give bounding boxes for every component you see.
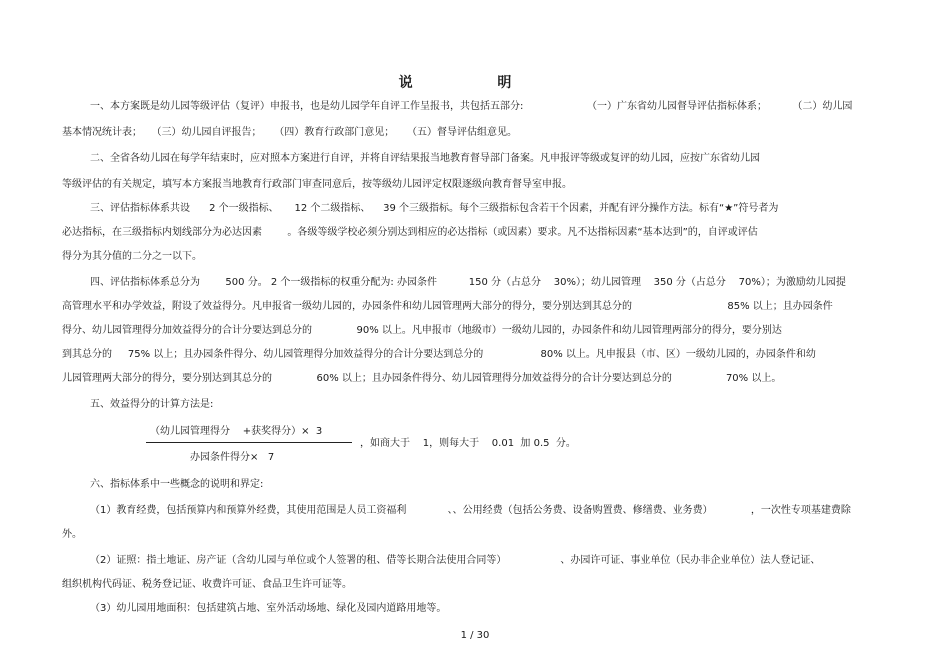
paragraph-line: 得分、幼儿园管理得分加效益得分的合计分要达到总分的 90% 以上。凡申报市（地级市）一级幼儿园的，办园条件和幼儿园管理两部分的得分，要分别达	[62, 325, 782, 336]
paragraph-line: （1）教育经费，包括预算内和预算外经费，其使用范围是人员工资福利 、、公用经费（包括公务费、设备购置费、修缮费、业务费） ，一次性专项基建费除	[90, 505, 851, 516]
document-title: 说 明	[398, 75, 552, 91]
paragraph-line: 儿园管理两大部分的得分，要分别达到其总分的 60% 以上；且办园条件得分、幼儿园管理得分加效益得分的合计分要达到总分的 70% 以上。	[62, 373, 782, 384]
fraction-bar	[146, 442, 352, 443]
paragraph-line: 六、指标体系中一些概念的说明和界定:	[90, 479, 264, 490]
paragraph-line: 到其总分的 75% 以上；且办园条件得分、幼儿园管理得分加效益得分的合计分要达到总分的 80% 以上。凡申报县（市、区）一级幼儿园的，办园条件和幼	[62, 349, 816, 360]
paragraph-line: 二、全省各幼儿园在每学年结束时，应对照本方案进行自评，并将自评结果报当地教育督导部门备案。凡申报评等级或复评的幼儿园，应按广东省幼儿园	[90, 153, 760, 164]
paragraph-line: 五、效益得分的计算方法是:	[90, 399, 214, 410]
paragraph-line: 组织机构代码证、税务登记证、收费许可证、食品卫生许可证等。	[62, 579, 352, 590]
page-indicator: 1 / 30	[460, 630, 490, 641]
formula-tail: ，如商大于 1，则每大于 0.01 加 0.5 分。	[360, 438, 576, 449]
paragraph-line: 高管理水平和办学效益，附设了效益得分。凡申报省一级幼儿园的，办园条件和幼儿园管理两大部分的得分，要分别达到其总分的 85% 以上；且办园条件	[62, 301, 833, 312]
paragraph-line: 基本情况统计表； （三）幼儿园自评报告； （四）教育行政部门意见； （五）督导评估组意见。	[62, 127, 517, 138]
paragraph-line: （2）证照：指土地证、房产证（含幼儿园与单位或个人签署的租、借等长期合法使用合同等） 、办园许可证、事业单位（民办非企业单位）法人登记证、	[90, 555, 821, 566]
paragraph-line: 得分为其分值的二分之一以下。	[62, 251, 202, 262]
paragraph-line: 一、本方案既是幼儿园等级评估（复评）申报书，也是幼儿园学年自评工作呈报书，共包括五部分: （一）广东省幼儿园督导评估指标体系； （二）幼儿园	[90, 101, 853, 112]
paragraph-line: 四、评估指标体系总分为 500 分。 2 个一级指标的权重分配为: 办园条件 150 分（占总分 30%）；幼儿园管理 350 分（占总分 70%）；为激励幼儿园提	[90, 277, 846, 288]
paragraph-line: 外。	[62, 529, 82, 540]
paragraph-line: （3）幼儿园用地面积：包括建筑占地、室外活动场地、绿化及园内道路用地等。	[90, 603, 447, 614]
paragraph-line: 必达指标，在三级指标内划线部分为必达因素 。各级等级学校必须分别达到相应的必达指标（或因素）要求。凡不达指标因素“基本达到”的，自评或评估	[62, 227, 758, 238]
formula-denominator: 办园条件得分× 7	[190, 452, 275, 463]
paragraph-line: 等级评估的有关规定，填写本方案报当地教育行政部门审查同意后，按等级幼儿园评定权限逐级向教育督导室申报。	[62, 179, 572, 190]
formula-numerator: （幼儿园管理得分 +获奖得分）× 3	[150, 426, 323, 437]
paragraph-line: 三、评估指标体系共设 2 个一级指标、 12 个二级指标、 39 个三级指标。每个三级指标包含若干个因素，并配有评分操作方法。标有“★”符号者为	[90, 203, 779, 214]
